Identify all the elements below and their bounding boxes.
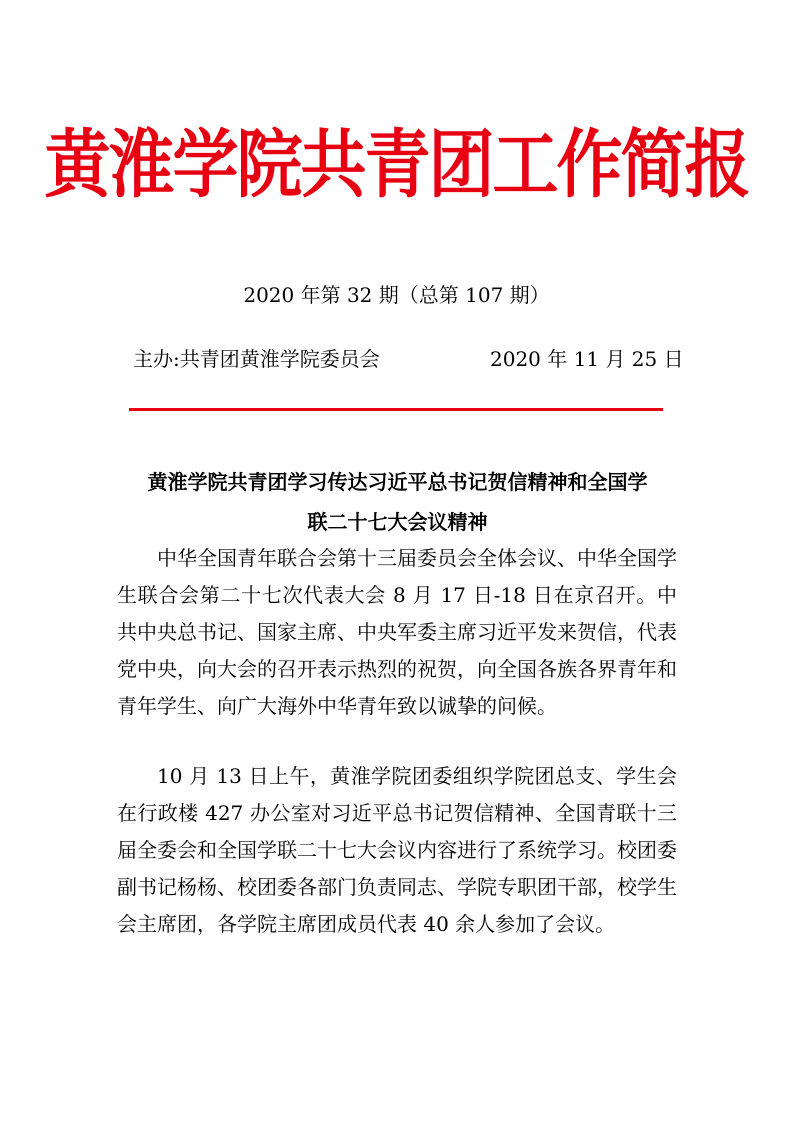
article-title	[115, 462, 680, 542]
sponsor-line: 主办:共青团黄淮学院委员会	[133, 347, 380, 371]
red-divider-rule	[129, 408, 663, 411]
issue-number-line: 2020 年第 32 期（总第 107 期）	[243, 283, 550, 307]
newsletter-masthead-title: 黄淮学院共青团工作简报	[44, 120, 749, 208]
article-title-line-2: 联二十七大会议精神	[307, 510, 488, 534]
article-title-line-1: 黄淮学院共青团学习传达习近平总书记贺信精神和全国学	[147, 470, 648, 494]
publication-date: 2020 年 11 月 25 日	[490, 347, 684, 371]
article-paragraph-1: 中华全国青年联合会第十三届委员会全体会议、中华全国学生联合会第二十七次代表大会 8 月 17 日-18 日在京召开。中共中央总书记、国家主席、中央军委主席习近平发来贺信，代表党中央，向大会的召开表示热烈的祝贺，向全国各族各界青年和青年学生、向广大海外中华青年致以诚挚的问候。	[117, 546, 677, 718]
article-paragraph-2: 10 月 13 日上午，黄淮学院团委组织学院团总支、学生会在行政楼 427 办公室对习近平总书记贺信精神、全国青联十三届全委会和全国学联二十七大会议内容进行了系统学习。校团委副书记杨杨、校团委各部门负责同志、学院专职团干部，校学生会主席团，各学院主席团成员代表 40 余人参加了会议。	[117, 764, 677, 936]
